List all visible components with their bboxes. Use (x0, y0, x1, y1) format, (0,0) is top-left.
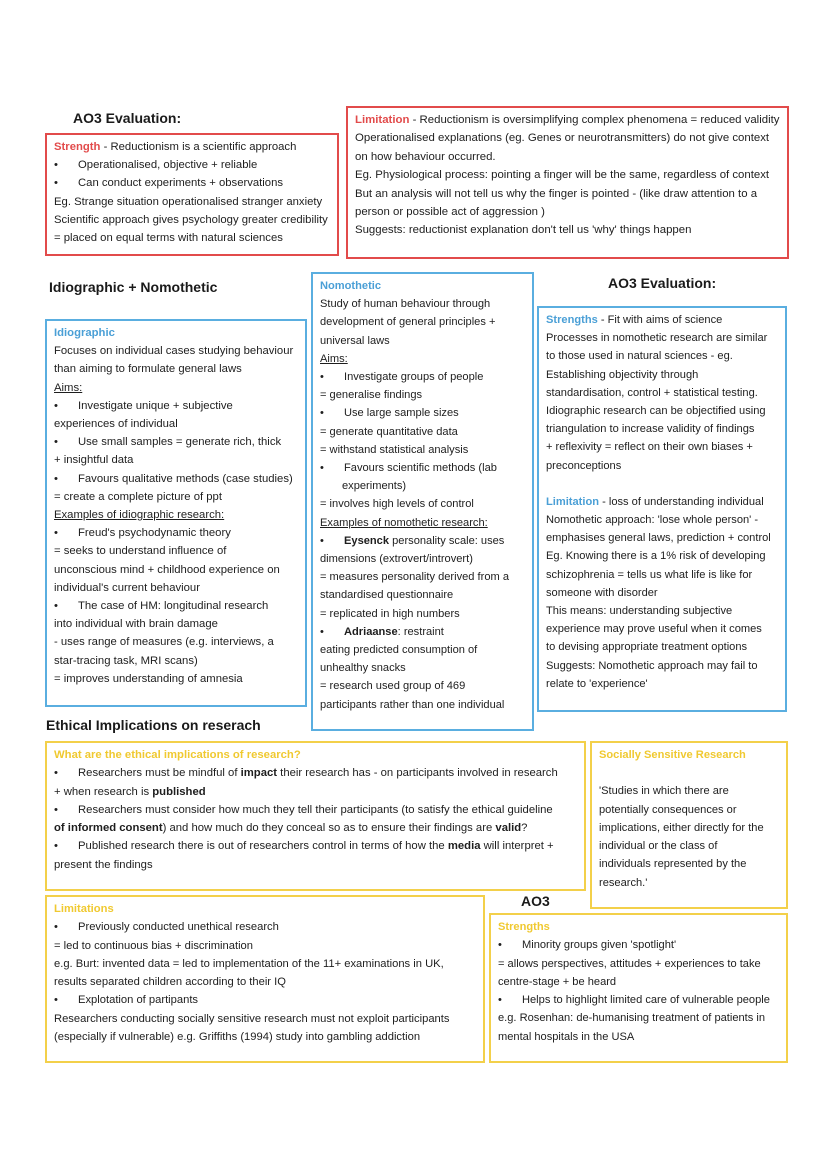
limitation-line-3: Eg. Physiological process: pointing a finger will be the same, regardless of context (355, 169, 770, 182)
ethical-b1d: + when research is (54, 785, 153, 798)
nomothetic-title: Nomothetic (320, 280, 382, 292)
ethical-b2b: of informed consent (54, 822, 163, 835)
nomothetic-line-b4d: standardised questionnaire (320, 589, 454, 602)
adriaanse-rest: : restraint (397, 625, 444, 638)
ao3-s-line-4: standardisation, control + statistical testing. (546, 386, 758, 399)
limitations-bullet-1: • Previously conducted unethical research (54, 918, 476, 936)
ao3-l-line-6: This means: understanding subjective (546, 605, 733, 618)
strengths-title: Strengths (498, 921, 550, 933)
ethical-b2c: ) and how much do they conceal so as to ensure their findings are (162, 822, 496, 835)
limitations-title: Limitations (54, 903, 114, 915)
ethical-b1e: published (152, 785, 206, 798)
limitation-line-4: But an analysis will not tell us why the finger is pointed - (like draw attention to a (355, 187, 758, 200)
ao3-strengths-rest: - Fit with aims of science (597, 314, 723, 326)
ssr-line-2: potentially consequences or (599, 803, 737, 816)
strengths-bullet-2: • Helps to highlight limited care of vulnerable people (498, 991, 779, 1009)
ao3-heading-right: AO3 Evaluation: (608, 275, 717, 291)
ao3-nomothetic-box (537, 306, 787, 712)
nomothetic-box (311, 272, 534, 731)
ao3-l-line-5: someone with disorder (546, 586, 658, 599)
ao3-s-line-8: preconceptions (546, 459, 622, 472)
ao3-l-line-8: to devising appropriate treatment options (546, 641, 748, 654)
idiographic-aims: Aims: (54, 381, 83, 394)
strength-title: Strength (54, 141, 101, 153)
ao3-heading-top: AO3 Evaluation: (73, 110, 182, 126)
limitations-line-5: (especially if vulnerable) e.g. Griffiths (1994) study into gambling addiction (54, 1031, 421, 1044)
nomothetic-line-b5e: participants rather than one individual (320, 698, 505, 711)
adriaanse-name: Adriaanse (344, 625, 398, 638)
nomothetic-line-b4b: dimensions (extrovert/introvert) (320, 553, 473, 566)
ethical-b3a: Published research there is out of researchers control in terms of how the (78, 840, 448, 853)
ssr-line-6: research.' (599, 876, 648, 889)
idiographic-line-b4c: unconscious mind + childhood experience on (54, 563, 280, 576)
nomothetic-bullet-3: • Favours scientific methods (lab (320, 459, 525, 477)
idiographic-bullet-1: • Investigate unique + subjective (54, 397, 298, 415)
ethical-b2a: • Researchers must consider how much they tell their participants (to satisfy the ethical guideline (54, 801, 577, 819)
limitation-line-2: on how behaviour occurred. (355, 150, 496, 163)
nomothetic-bullet-1: • Investigate groups of people (320, 368, 525, 386)
ao3-l-line-1: Nomothetic approach: 'lose whole person' - (546, 514, 759, 527)
nomothetic-aims: Aims: (320, 352, 348, 365)
ao3-s-line-6: triangulation to increase validity of findings (546, 423, 755, 436)
idiographic-line-b1b: experiences of individual (54, 418, 178, 431)
eysenck-rest: personality scale: uses (389, 534, 505, 547)
idiographic-line-b2b: + insightful data (54, 454, 134, 467)
ssr-line-1: 'Studies in which there are (599, 785, 729, 798)
idiographic-bullet-5: • The case of HM: longitudinal research (54, 597, 298, 615)
strength-line-3: = placed on equal terms with natural sciences (54, 232, 283, 245)
nomothetic-line-1: Study of human behaviour through (320, 298, 491, 311)
limitations-bullet-2: • Explotation of partipants (54, 991, 476, 1009)
ao3-heading-bottom: AO3 (521, 893, 550, 909)
idiographic-line-2: than aiming to formulate general laws (54, 363, 242, 376)
ethical-b3c: will interpret + (480, 840, 554, 853)
nomothetic-bullet-2: • Use large sample sizes (320, 404, 525, 422)
ao3-l-line-10: relate to 'experience' (546, 677, 648, 690)
limitation-line-1: Operationalised explanations (eg. Genes or neurotransmitters) do not give context (355, 132, 770, 145)
ao3-s-line-2: to those used in natural sciences - eg. (546, 350, 733, 363)
ao3-limitation-title: Limitation (546, 495, 599, 508)
strength-box (45, 133, 339, 256)
limitations-line-4: Researchers conducting socially sensitive research must not exploit participants (54, 1012, 450, 1025)
strengths-line-4: mental hospitals in the USA (498, 1030, 635, 1043)
nomothetic-line-b4e: = replicated in high numbers (320, 607, 460, 620)
ao3-l-line-3: Eg. Knowing there is a 1% risk of developing (546, 550, 766, 563)
ao3-l-line-7: experience may prove useful when it comes (546, 623, 762, 636)
limitations-line-2: e.g. Burt: invented data = led to implementation of the 11+ examinations in UK, (54, 957, 444, 970)
strength-bullet-2: • Can conduct experiments + observations (54, 174, 330, 192)
nomothetic-line-b1b: = generalise findings (320, 389, 423, 402)
idiographic-bullet-4: • Freud's psychodynamic theory (54, 524, 298, 542)
ao3-l-line-2: emphasises general laws, prediction + control (546, 532, 771, 545)
nomothetic-line-b2c: = withstand statistical analysis (320, 443, 469, 456)
idiographic-line-b4b: = seeks to understand influence of (54, 545, 227, 558)
idiographic-line-b5c: - uses range of measures (e.g. interviews, a (54, 636, 274, 649)
ethical-b1c: their research has - on participants involved in research (277, 767, 558, 780)
ao3-s-line-5: Idiographic research can be objectified using (546, 405, 766, 418)
ao3-s-line-1: Processes in nomothetic research are similar (546, 332, 768, 345)
strength-line-2: Scientific approach gives psychology greater credibility (54, 213, 328, 226)
limitation-title: Limitation (355, 114, 410, 126)
limitation-line-6: Suggests: reductionist explanation don't tell us 'why' things happen (355, 224, 692, 237)
strength-bullet-1: • Operationalised, objective + reliable (54, 156, 330, 174)
ao3-strengths-title: Strengths (546, 314, 598, 326)
limitation-title-rest: - Reductionism is oversimplifying complex phenomena = reduced validity (409, 114, 780, 126)
idiographic-line-b3b: = create a complete picture of ppt (54, 490, 222, 503)
nomothetic-line-b5d: = research used group of 469 (320, 680, 466, 693)
ethical-box (45, 741, 586, 891)
nomothetic-line-2: development of general principles + (320, 316, 496, 329)
strengths-line-1: = allows perspectives, attitudes + experiences to take (498, 957, 761, 970)
ao3-s-line-3: Establishing objectivity through (546, 368, 699, 381)
idiographic-bullet-3: • Favours qualitative methods (case studies) (54, 470, 298, 488)
nomothetic-line-3: universal laws (320, 334, 390, 347)
nomothetic-line-b3b: experiments) (342, 480, 407, 493)
strength-line-1: Eg. Strange situation operationalised stranger anxiety (54, 195, 323, 208)
strength-title-rest: - Reductionism is a scientific approach (100, 141, 297, 153)
limitations-line-1: = led to continuous bias + discrimination (54, 939, 254, 952)
limitations-box (45, 895, 485, 1063)
ethical-implications-heading: Ethical Implications on reserach (46, 717, 261, 733)
ethical-b3d: present the findings (54, 858, 153, 871)
idiographic-examples: Examples of idiographic research: (54, 509, 225, 522)
idiographic-nomothetic-heading: Idiographic + Nomothetic (49, 279, 218, 295)
ethical-b1a: Researchers must be mindful of (78, 767, 241, 780)
limitations-line-3: results separated children according to their IQ (54, 976, 286, 989)
idiographic-box (45, 319, 307, 707)
nomothetic-examples: Examples of nomothetic research: (320, 516, 488, 529)
ethical-b3b: media (447, 840, 481, 853)
ethical-b2d: valid (495, 822, 522, 835)
strengths-line-3: e.g. Rosenhan: de-humanising treatment of patients in (498, 1012, 766, 1025)
ao3-l-line-9: Suggests: Nomothetic approach may fail to (546, 659, 758, 672)
strengths-bullet-1: • Minority groups given 'spotlight' (498, 936, 779, 954)
idiographic-line-b4d: individual's current behaviour (54, 581, 200, 594)
ethical-b1b: impact (240, 767, 278, 780)
limitation-box (346, 106, 789, 259)
ao3-limitation-rest: - loss of understanding individual (599, 495, 764, 508)
nomothetic-line-b4c: = measures personality derived from a (320, 571, 509, 584)
ssr-box (590, 741, 788, 909)
ao3-l-line-4: schizophrenia = tells us what life is like for (546, 568, 753, 581)
ssr-title: Socially Sensitive Research (599, 749, 746, 761)
eysenck-name: Eysenck (344, 534, 390, 547)
nomothetic-line-b5b: eating predicted consumption of (320, 644, 478, 657)
ssr-line-4: individual or the class of (599, 840, 718, 853)
idiographic-line-b5b: into individual with brain damage (54, 618, 218, 631)
nomothetic-line-b5c: unhealthy snacks (320, 662, 406, 675)
idiographic-line-b5e: = improves understanding of amnesia (54, 672, 243, 685)
strengths-line-2: centre-stage + be heard (498, 975, 617, 988)
idiographic-title: Idiographic (54, 327, 115, 339)
strengths-box (489, 913, 788, 1063)
limitation-line-5: person or possible act of aggression ) (355, 206, 545, 219)
ethical-b2e: ? (521, 822, 528, 835)
ssr-line-5: individuals represented by the (599, 858, 747, 871)
idiographic-bullet-2: • Use small samples = generate rich, thick (54, 433, 298, 451)
nomothetic-line-b3c: = involves high levels of control (320, 498, 474, 511)
ethical-title: What are the ethical implications of research? (54, 749, 301, 761)
idiographic-line-1: Focuses on individual cases studying behaviour (54, 345, 294, 358)
ssr-line-3: implications, either directly for the (599, 821, 764, 834)
ao3-s-line-7: + reflexivity = reflect on their own biases + (546, 441, 753, 454)
nomothetic-line-b2b: = generate quantitative data (320, 425, 458, 438)
idiographic-line-b5d: star-tracing task, MRI scans) (54, 654, 198, 667)
